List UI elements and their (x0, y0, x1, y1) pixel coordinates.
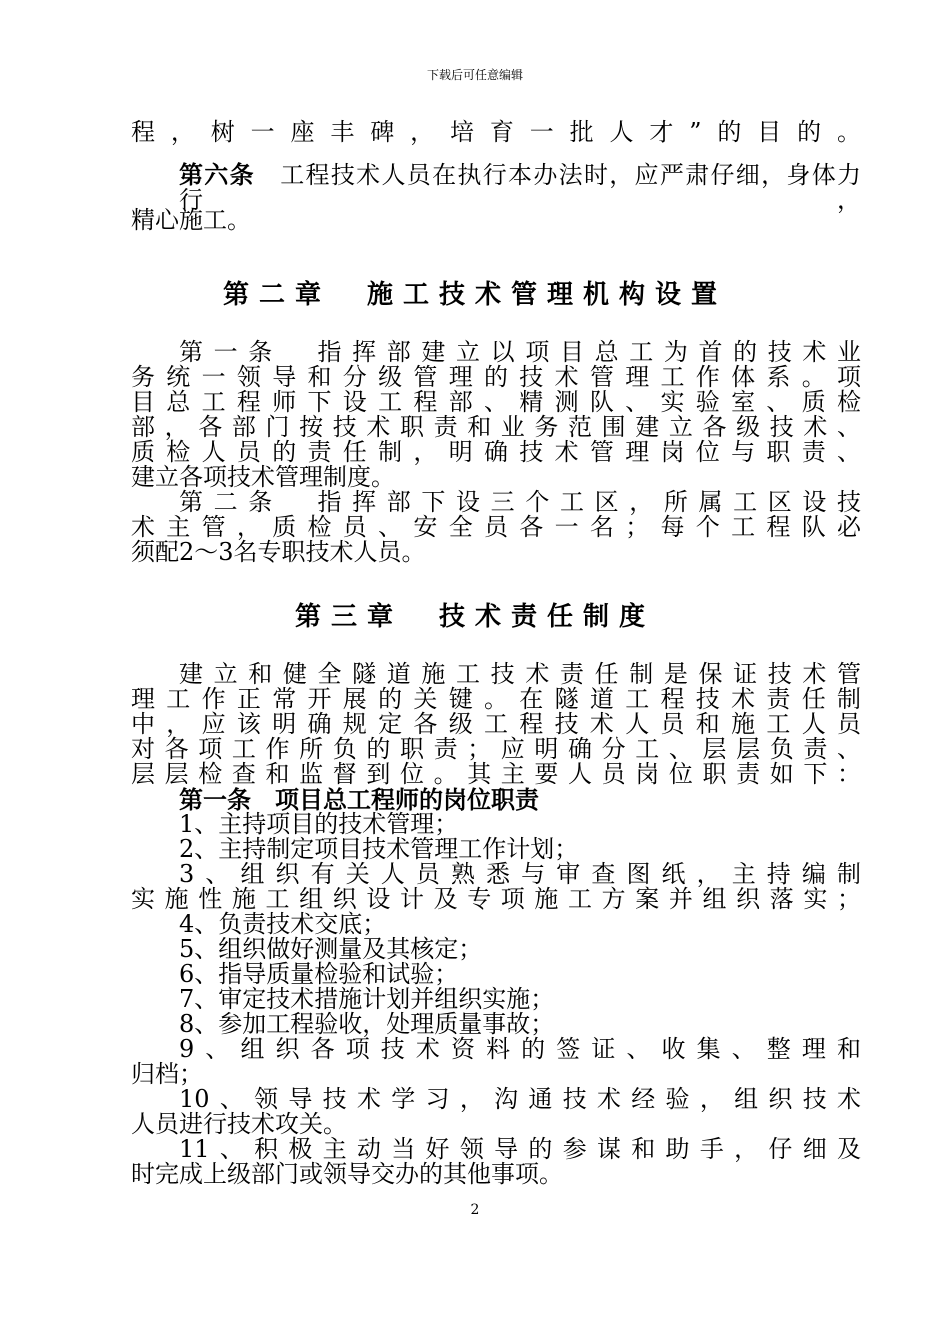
duty-line: 时完成上级部门或领导交办的其他事项。 (131, 1160, 563, 1188)
text-line: 术主管，质检员、安全员各一名；每个工程队必 (131, 513, 861, 541)
page-number: 2 (470, 1202, 480, 1218)
text-line: 建立各项技术管理制度。 (131, 463, 395, 491)
text-line: 理工作正常开展的关键。在隧道工程技术责任制 (131, 685, 861, 713)
text-line: 第二条 指挥部下设三个工区，所属工区设技 (179, 488, 861, 516)
chapter-3-article-1-title: 第一条 项目总工程师的岗位职责 (179, 785, 539, 814)
duty-line: 9、组织各项技术资料的签证、收集、整理和 (179, 1035, 861, 1063)
article-6-continued (131, 208, 861, 233)
text-line: 第一条 指挥部建立以项目总工为首的技术业 (179, 338, 861, 366)
duty-line: 5、组织做好测量及其核定； (179, 935, 483, 963)
intro-line: 程，树一座丰碑，培育一批人才”的目的。 (131, 118, 861, 146)
duty-line: 10、领导技术学习，沟通技术经验，组织技术 (179, 1085, 861, 1113)
text-line: 层层检查和监督到位。其主要人员岗位职责如下： (131, 760, 861, 788)
text-line: 务统一领导和分级管理的技术管理工作体系。项 (131, 363, 861, 391)
duty-line: 4、负责技术交底； (179, 910, 387, 938)
text-line: 建立和健全隧道施工技术责任制是保证技术管 (179, 660, 861, 688)
article-6 (131, 160, 862, 214)
duty-line: 3、组织有关人员熟悉与审查图纸，主持编制 (179, 860, 861, 888)
text-line: 中，应该明确规定各级工程技术人员和施工人员 (131, 710, 861, 738)
text-line: 部，各部门按技术职责和业务范围建立各级技术、 (131, 413, 861, 441)
duty-line: 人员进行技术攻关。 (131, 1110, 347, 1138)
chapter-3-body (131, 662, 861, 1187)
article-6-text: 工程技术人员在执行本办法时，应严肃仔细，身体力行， (179, 161, 862, 214)
duty-line: 7、审定技术措施计划并组织实施； (179, 985, 555, 1013)
text-line: 须配2～3名专职技术人员。 (131, 538, 426, 566)
article-6-title: 第六条 (179, 160, 255, 189)
article-6-line (131, 160, 862, 214)
text-line: 对各项工作所负的职责；应明确分工、层层负责、 (131, 735, 861, 763)
page-header: 下载后可任意编辑 (426, 68, 523, 82)
duty-line: 2、主持制定项目技术管理工作计划； (179, 835, 579, 863)
chapter-3-title: 第三章 技术责任制度 (294, 602, 655, 632)
text-line: 质检人员的责任制，明确技术管理岗位与职责、 (131, 438, 861, 466)
chapter-2-article-1 (131, 340, 861, 565)
intro-block (131, 120, 861, 145)
duty-line: 6、指导质量检验和试验； (179, 960, 459, 988)
duty-line: 实施性施工组织设计及专项施工方案并组织落实； (131, 885, 861, 913)
text-line: 目总工程师下设工程部、精测队、实验室、质检 (131, 388, 861, 416)
duty-line: 归档； (131, 1060, 203, 1088)
chapter-2-title: 第二章 施工技术管理机构设置 (222, 280, 727, 310)
duty-line: 1、主持项目的技术管理； (179, 810, 459, 838)
duty-line: 11、积极主动当好领导的参谋和助手，仔细及 (179, 1135, 861, 1163)
duty-line: 8、参加工程验收，处理质量事故； (179, 1010, 555, 1038)
article-6-cont-line: 精心施工。 (131, 206, 251, 234)
